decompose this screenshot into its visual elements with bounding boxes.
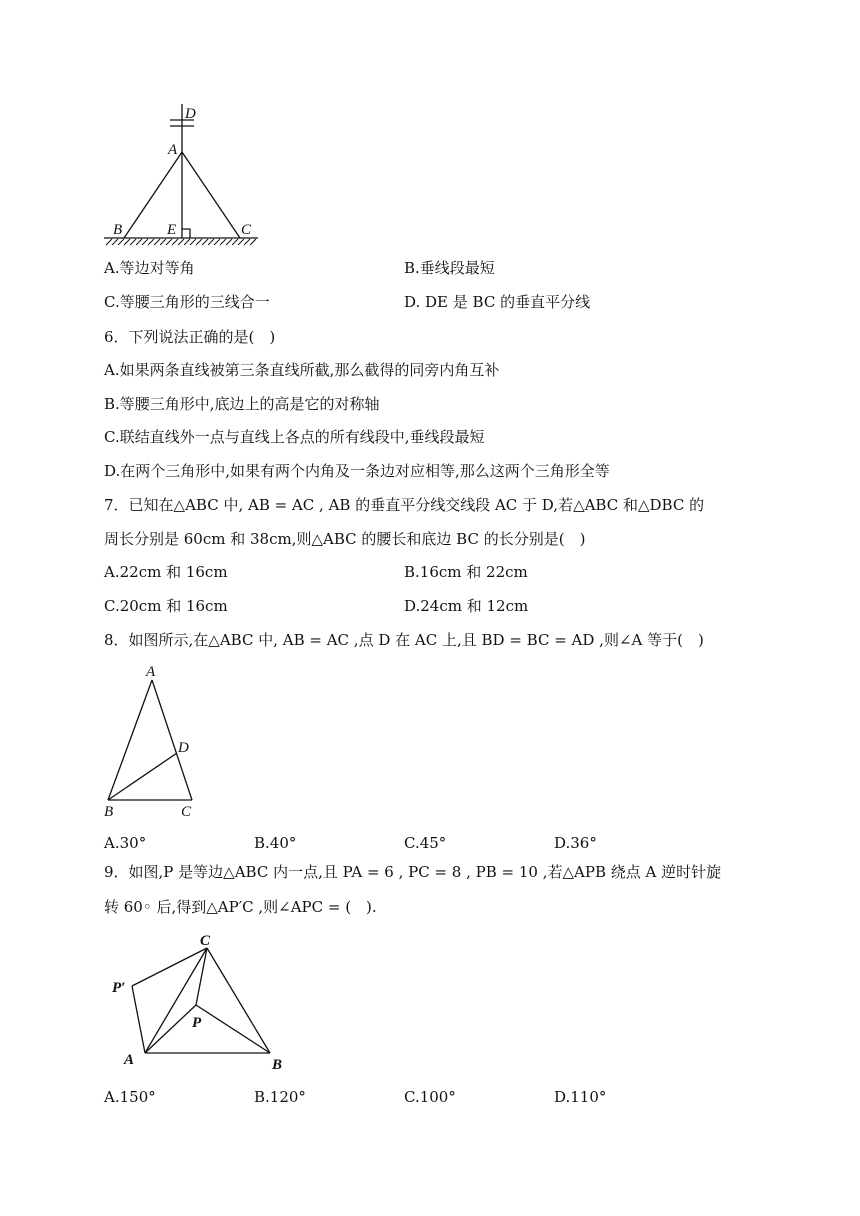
q7-stem-line2: 周长分别是 60cm 和 38cm,则△ABC 的腰长和底边 BC 的长分别是( ) bbox=[104, 530, 586, 548]
q9-option-a: A.150° bbox=[104, 1088, 156, 1106]
label-a: A bbox=[146, 664, 156, 680]
q6-stem: 6．下列说法正确的是( ) bbox=[104, 328, 276, 346]
q7-stem-line1: 7．已知在△ABC 中, AB = AC , AB 的垂直平分线交线段 AC 于 D,若△ABC 和△DBC 的 bbox=[104, 496, 705, 514]
q5-option-b: B.垂线段最短 bbox=[404, 259, 495, 277]
q8-option-c: C.45° bbox=[404, 834, 447, 852]
q6-option-c: C.联结直线外一点与直线上各点的所有线段中,垂线段最短 bbox=[104, 428, 485, 446]
q5-option-a: A.等边对等角 bbox=[104, 259, 195, 277]
q9-option-d: D.110° bbox=[554, 1088, 607, 1106]
q7-option-a: A.22cm 和 16cm bbox=[104, 563, 228, 581]
q6-option-a: A.如果两条直线被第三条直线所截,那么截得的同旁内角互补 bbox=[104, 361, 500, 379]
q8-option-d: D.36° bbox=[554, 834, 597, 852]
q9-stem-line1: 9．如图,P 是等边△ABC 内一点,且 PA = 6 , PC = 8 , PB = 10 ,若△APB 绕点 A 逆时针旋 bbox=[104, 863, 722, 881]
line-pa bbox=[145, 1005, 196, 1053]
q8-option-b: B.40° bbox=[254, 834, 297, 852]
q8-stem: 8．如图所示,在△ABC 中, AB = AC ,点 D 在 AC 上,且 BD = BC = AD ,则∠A 等于( ) bbox=[104, 631, 704, 649]
q8-option-a: A.30° bbox=[104, 834, 147, 852]
label-d: D bbox=[178, 740, 189, 756]
label-p: P bbox=[192, 1015, 202, 1031]
q7-option-b: B.16cm 和 22cm bbox=[404, 563, 528, 581]
q5-option-d: D. DE 是 BC 的垂直平分线 bbox=[404, 293, 591, 311]
label-d: D bbox=[185, 106, 196, 122]
q7-option-d: D.24cm 和 12cm bbox=[404, 597, 529, 615]
label-c: C bbox=[200, 933, 211, 949]
q7-option-c: C.20cm 和 16cm bbox=[104, 597, 228, 615]
line-p-prime-a bbox=[132, 986, 145, 1053]
label-a: A bbox=[124, 1052, 135, 1068]
label-c: C bbox=[241, 222, 252, 238]
label-e: E bbox=[167, 222, 177, 238]
q5-option-c: C.等腰三角形的三线合一 bbox=[104, 293, 270, 311]
line-pb bbox=[196, 1005, 270, 1053]
q9-option-b: B.120° bbox=[254, 1088, 306, 1106]
label-c: C bbox=[181, 804, 192, 820]
label-b: B bbox=[104, 804, 114, 820]
label-a: A bbox=[168, 142, 178, 158]
q9-option-c: C.100° bbox=[404, 1088, 456, 1106]
line-cb bbox=[207, 948, 270, 1053]
q6-option-d: D.在两个三角形中,如果有两个内角及一条边对应相等,那么这两个三角形全等 bbox=[104, 462, 610, 480]
q6-option-b: B.等腰三角形中,底边上的高是它的对称轴 bbox=[104, 395, 380, 413]
label-p-prime: P′ bbox=[112, 980, 126, 996]
label-b: B bbox=[113, 222, 123, 238]
q9-stem-line2: 转 60◦ 后,得到△AP′C ,则∠APC = ( ). bbox=[104, 898, 377, 916]
label-b: B bbox=[272, 1057, 283, 1073]
